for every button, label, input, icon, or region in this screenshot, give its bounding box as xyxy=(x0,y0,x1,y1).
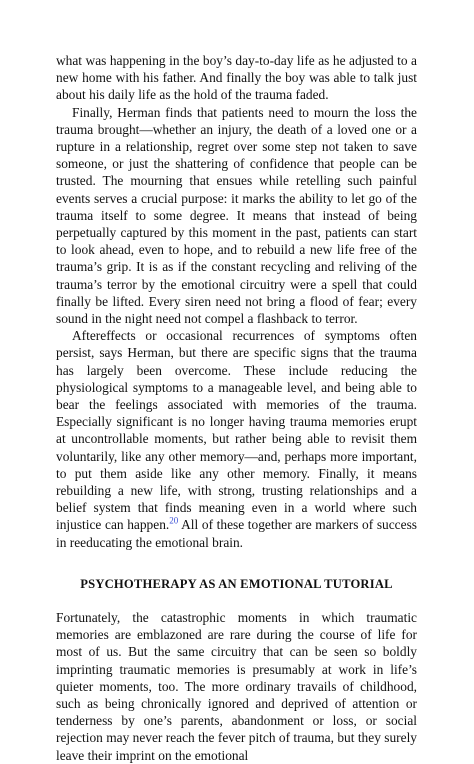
section-heading: PSYCHOTHERAPY AS AN EMOTIONAL TUTORIAL xyxy=(80,576,393,591)
paragraph-mourning: Finally, Herman finds that patients need to mourn the loss the trauma brought—whether an injury, the death of a loved one or a rupture in a relationship, regret over some step not taken to save someone, or just the shattering of confidence that people can be trusted. The mourning that ensues while retelling such painful events serves a crucial purpose: it marks the ability to let go of the trauma itself to some degree. It means that instead of being perpetually captured by this moment in the past, patients can start to look ahead, even to hope, and to rebuild a new life free of the trauma’s grip. It is as if the constant recycling and reliving of the trauma’s terror by the emotional circuitry were a spell that could finally be lifted. Every siren need not bring a flood of fear; every sound in the night need not compel a flashback to terror. xyxy=(56,104,417,327)
paragraph-aftereffects xyxy=(56,327,417,551)
page-body xyxy=(56,52,417,764)
paragraph-fortunately: Fortunately, the catastrophic moments in which traumatic memories are emblazoned are rare during the course of life for most of us. But the same circuitry that can be seen so boldly imprinting traumatic memories is presumably at work in life’s quieter moments, too. The more ordinary travails of childhood, such as being chronically ignored and deprived of attention or tenderness by one’s parents, abandonment or loss, or social rejection may never reach the fever pitch of trauma, but they surely leave their imprint on the emotional xyxy=(56,609,417,763)
footnote-link[interactable]: 20 xyxy=(169,516,179,527)
paragraph-aftereffects-text-1: Aftereffects or occasional recurrences of symptoms often persist, says Herman, but there are specific signs that the trauma has largely been overcome. These include reducing the physiological symptoms to a manageable level, and being able to bear the feelings associated with memories of the trauma. Especially significant is no longer having trauma memories erupt at uncontrollable moments, but rather being able to revisit them voluntarily, like any other memory—and, perhaps more important, to put them aside like any other memory. Finally, it means rebuilding a new life, with strong, trusting relationships and a belief system that finds meaning even in a world where such injustice can happen. xyxy=(56,328,417,533)
paragraph-continued: what was happening in the boy’s day-to-day life as he adjusted to a new home with his father. And finally the boy was able to talk just about his daily life as the hold of the trauma faded. xyxy=(56,53,417,103)
paragraph-aftereffects-text-2: All of these together are markers of success in reeducating the emotional brain. xyxy=(56,517,417,550)
